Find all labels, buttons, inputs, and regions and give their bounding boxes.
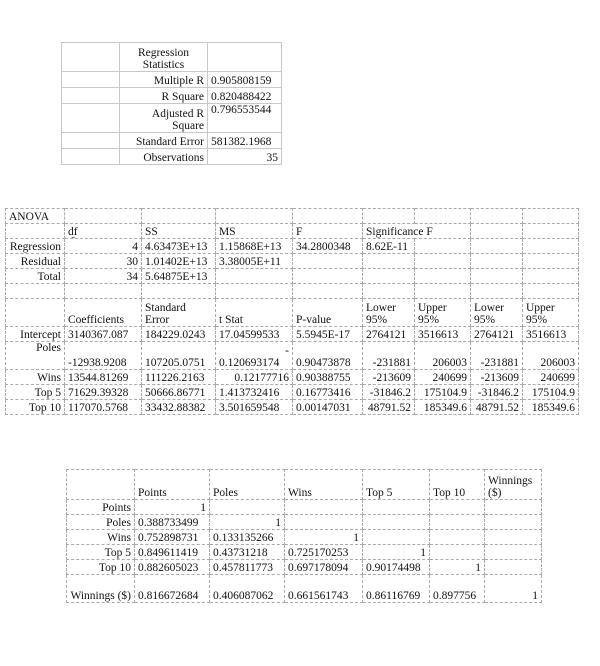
coef-cell: 1.413732416 [216, 385, 293, 400]
regression-statistics-table [61, 42, 282, 165]
coef-cell: 206003 [523, 342, 579, 370]
coef-cell: 71629.39328 [65, 385, 142, 400]
coef-cell: -12938.9208 [65, 342, 142, 370]
anova-table [5, 208, 579, 415]
corr-header: Top 5 [363, 470, 430, 500]
anova-cell: 4 [65, 239, 142, 254]
corr-cell: 1 [210, 515, 285, 530]
coef-cell: 107205.0751 [142, 342, 216, 370]
anova-cell: 34.2800348 [293, 239, 363, 254]
anova-row-label: Regression [6, 239, 65, 254]
coef-header: Upper 95% [415, 299, 471, 327]
corr-cell: 1 [135, 500, 210, 515]
coef-header: t Stat [216, 299, 293, 327]
anova-cell: 8.62E-11 [363, 239, 415, 254]
anova-header: F [293, 224, 363, 239]
corr-cell: 0.882605023 [135, 560, 210, 575]
coef-cell: 3516613 [523, 327, 579, 342]
coef-cell: 0.12177716 [216, 370, 293, 385]
anova-cell: 5.64875E+13 [142, 269, 216, 284]
stat-value: 581382.1968 [208, 133, 282, 149]
coef-cell: 206003 [415, 342, 471, 370]
corr-header: Points [135, 470, 210, 500]
corr-cell: 0.90174498 [363, 560, 430, 575]
corr-cell: 0.897756 [430, 575, 485, 603]
corr-row-label: Wins [67, 530, 135, 545]
coef-cell: 33432.88382 [142, 400, 216, 415]
corr-row-label: Winnings ($) [67, 575, 135, 603]
coef-cell: 0.00147031 [293, 400, 363, 415]
stat-value: 0.796553544 [208, 104, 282, 133]
corr-row-label: Top 5 [67, 545, 135, 560]
coef-cell: 111226.2163 [142, 370, 216, 385]
corr-row-label: Top 10 [67, 560, 135, 575]
stat-value: 35 [208, 149, 282, 165]
anova-cell: 1.15868E+13 [216, 239, 293, 254]
coef-row-label: Intercept [6, 327, 65, 342]
corr-cell: 0.388733499 [135, 515, 210, 530]
anova-cell: 3.38005E+11 [216, 254, 293, 269]
corr-cell: 1 [485, 575, 542, 603]
coef-cell: 175104.9 [523, 385, 579, 400]
coef-cell: 185349.6 [415, 400, 471, 415]
correlation-table [66, 469, 542, 603]
coef-cell: 3.501659548 [216, 400, 293, 415]
anova-row-label: Residual [6, 254, 65, 269]
stat-label: R Square [120, 88, 208, 104]
corr-header: Top 10 [430, 470, 485, 500]
coef-header: Upper 95% [523, 299, 579, 327]
coef-cell: 184229.0243 [142, 327, 216, 342]
coef-cell: -231881 [363, 342, 415, 370]
coef-cell: 48791.52 [471, 400, 523, 415]
stat-label: Adjusted R Square [120, 104, 208, 133]
coef-cell: -31846.2 [363, 385, 415, 400]
corr-cell: 0.86116769 [363, 575, 430, 603]
anova-header: Significance F [363, 224, 471, 239]
anova-header: df [68, 226, 78, 238]
coef-cell: 3140367.087 [65, 327, 142, 342]
corr-cell: 0.661561743 [285, 575, 363, 603]
coef-cell: -213609 [363, 370, 415, 385]
corr-cell: 0.697178094 [285, 560, 363, 575]
corr-header: Poles [210, 470, 285, 500]
coef-cell: 175104.9 [415, 385, 471, 400]
corr-cell: 1 [430, 560, 485, 575]
coef-cell: 240699 [523, 370, 579, 385]
coef-tstat-sign: - [285, 345, 289, 357]
corr-cell: 0.43731218 [210, 545, 285, 560]
anova-cell: 4.63473E+13 [142, 239, 216, 254]
corr-header: Winnings ($) [485, 470, 542, 500]
coef-cell: 2764121 [471, 327, 523, 342]
coef-cell: 185349.6 [523, 400, 579, 415]
coef-cell: 5.5945E-17 [293, 327, 363, 342]
corr-cell: 0.457811773 [210, 560, 285, 575]
coef-cell: 2764121 [363, 327, 415, 342]
corr-cell: 0.849611419 [135, 545, 210, 560]
coef-cell: -31846.2 [471, 385, 523, 400]
coef-cell: 0.90388755 [293, 370, 363, 385]
coef-header: P-value [293, 299, 363, 327]
anova-cell: 1.01402E+13 [142, 254, 216, 269]
coef-header: Coefficients [65, 299, 142, 327]
coef-cell: 17.04599533 [216, 327, 293, 342]
coef-cell: 0.90473878 [293, 342, 363, 370]
coef-cell: -213609 [471, 370, 523, 385]
corr-cell: 0.725170253 [285, 545, 363, 560]
anova-title: ANOVA [6, 209, 65, 224]
corr-row-label: Points [67, 500, 135, 515]
coef-header: Lower 95% [363, 299, 415, 327]
coef-row-label: Top 10 [6, 400, 65, 415]
coef-cell: 117070.5768 [65, 400, 142, 415]
coef-header: Lower 95% [471, 299, 523, 327]
coef-cell: 50666.86771 [142, 385, 216, 400]
stat-label: Observations [120, 149, 208, 165]
coef-cell: 0.16773416 [293, 385, 363, 400]
corr-cell: 1 [363, 545, 430, 560]
corr-cell: 0.752898731 [135, 530, 210, 545]
anova-header: SS [142, 224, 216, 239]
corr-cell: 0.133135266 [210, 530, 285, 545]
coef-header: Standard Error [142, 299, 216, 327]
anova-header: MS [216, 224, 293, 239]
coef-row-label: Wins [6, 370, 65, 385]
coef-cell: 48791.52 [363, 400, 415, 415]
anova-cell: 34 [65, 269, 142, 284]
coef-cell: 13544.81269 [65, 370, 142, 385]
coef-cell: 240699 [415, 370, 471, 385]
coef-cell: 0.120693174 [219, 357, 280, 369]
corr-cell: 0.406087062 [210, 575, 285, 603]
coef-row-label: Poles [6, 342, 65, 370]
anova-cell: 30 [65, 254, 142, 269]
coef-row-label: Top 5 [6, 385, 65, 400]
coef-cell: -231881 [471, 342, 523, 370]
anova-row-label: Total [6, 269, 65, 284]
regression-statistics-title: Regression Statistics [120, 43, 208, 72]
stat-value: 0.820488422 [208, 88, 282, 104]
stat-value: 0.905808159 [208, 72, 282, 88]
corr-row-label: Poles [67, 515, 135, 530]
stat-label: Multiple R [120, 72, 208, 88]
corr-cell: 1 [285, 530, 363, 545]
coef-cell: 3516613 [415, 327, 471, 342]
corr-cell: 0.816672684 [135, 575, 210, 603]
corr-header: Wins [285, 470, 363, 500]
stat-label: Standard Error [120, 133, 208, 149]
